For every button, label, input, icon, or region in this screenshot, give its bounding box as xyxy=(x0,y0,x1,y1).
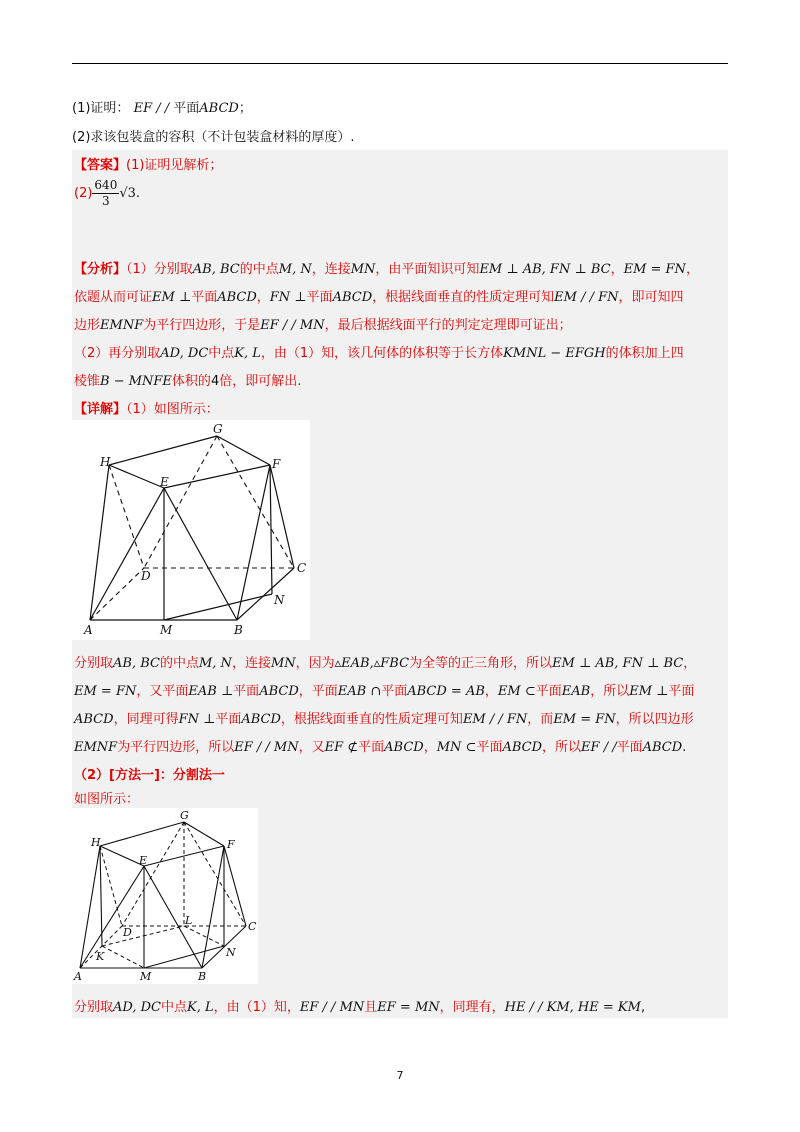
hidden2-KM xyxy=(102,946,144,968)
question-part1: (1)证明： EF / / 平面ABCD； xyxy=(72,101,252,116)
edge-FB xyxy=(237,465,270,620)
figure-1-svg xyxy=(72,420,310,640)
analysis-line2: 依题从而可证EM ⊥平面ABCD，FN ⊥平面ABCD，根据线面垂直的性质定理可知EM / / FN，即可知四 xyxy=(74,290,684,305)
answer-line2: (2) $\frac{640}{3}$ √3. xyxy=(74,178,141,208)
hidden2-HD xyxy=(100,846,122,926)
hidden-GC xyxy=(217,436,294,568)
label-G: G xyxy=(213,422,223,436)
label-H: H xyxy=(100,455,111,469)
figure2-intro: 如图所示： xyxy=(74,792,140,807)
analysis-line4: （2）再分别取AD, DC中点K, L，由（1）知，该几何体的体积等于长方体KMNL − EFGH的体积加上四 xyxy=(74,346,684,361)
edge-FC xyxy=(270,465,294,568)
edge2-EH xyxy=(100,846,144,866)
label2-A: A xyxy=(74,970,82,983)
hidden-AD xyxy=(90,568,144,620)
page-number: 7 xyxy=(396,1069,404,1082)
hidden2-LN xyxy=(184,926,224,946)
edge-HA xyxy=(90,465,109,620)
edge2-EB xyxy=(144,866,202,968)
label2-H: H xyxy=(91,836,101,849)
answer-fraction: $\frac{640}{3}$ xyxy=(94,178,118,208)
header-rule xyxy=(72,63,728,64)
edge2-FC xyxy=(224,846,246,926)
edge2-HK xyxy=(100,846,102,946)
edge2-GF xyxy=(184,822,224,846)
label-M: M xyxy=(160,623,173,637)
edge-HG xyxy=(109,436,217,465)
edge2-MN xyxy=(144,946,224,968)
analysis-line3: 边形EMNF为平行四边形，于是EF / / MN，最后根据线面平行的判定定理即可证出； xyxy=(74,318,572,333)
figure-1 xyxy=(72,420,310,640)
label2-D: D xyxy=(123,926,132,939)
edge2-EA xyxy=(80,866,144,968)
detail-line2: EM = FN，又平面EAB ⊥平面ABCD，平面EAB ∩平面ABCD = AB，EM ⊂平面EAB，所以EM ⊥平面 xyxy=(74,684,695,699)
label2-G: G xyxy=(180,809,189,822)
detail-intro: 【详解】（1）如图所示： xyxy=(74,402,219,417)
detail-last-line: 分别取AD, DC中点K, L，由（1）知，EF / / MN且EF = MN，同理有，HE / / KM, HE = KM, xyxy=(74,1000,646,1015)
hidden2-KL xyxy=(102,926,184,946)
hidden-HD xyxy=(109,465,144,568)
label2-E: E xyxy=(139,854,148,867)
label2-L: L xyxy=(185,914,193,927)
detail-line4: EMNF为平行四边形，所以EF / / MN，又EF ⊄平面ABCD，MN ⊂平面ABCD，所以EF / /平面ABCD. xyxy=(74,740,687,755)
label-D: D xyxy=(141,569,151,583)
edge-BC xyxy=(237,568,294,620)
label2-K: K xyxy=(96,950,105,963)
label-C: C xyxy=(297,561,307,575)
edge-FE xyxy=(164,465,270,488)
analysis-line5: 棱锥B − MNFE体积的4倍，即可解出. xyxy=(74,374,302,389)
detail-line3: ABCD，同理可得FN ⊥平面ABCD，根据线面垂直的性质定理可知EM / / FN，而EM = FN，所以四边形 xyxy=(74,712,694,727)
question-part2: (2)求该包装盒的容积（不计包装盒材料的厚度）. xyxy=(72,130,355,145)
edge-EA xyxy=(90,488,164,620)
label2-M: M xyxy=(140,970,152,983)
label2-C: C xyxy=(248,920,257,933)
edge-MN xyxy=(164,594,272,620)
hidden2-GC xyxy=(184,822,246,926)
detail-line1: 分别取AB, BC的中点M, N，连接MN，因为▵EAB,▵FBC为全等的正三角形，所以EM ⊥ AB, FN ⊥ BC， xyxy=(74,656,697,671)
analysis-line1: 【分析】（1）分别取AB, BC的中点M, N，连接MN，由平面知识可知EM ⊥ AB, FN ⊥ BC，EM = FN， xyxy=(74,262,699,277)
figure-2-svg xyxy=(72,808,258,984)
label-A: A xyxy=(84,623,93,637)
hidden-GD xyxy=(144,436,217,568)
edge-EH xyxy=(109,465,164,488)
label2-B: B xyxy=(198,970,207,983)
edge-EB xyxy=(164,488,237,620)
label2-N: N xyxy=(226,946,236,959)
answer-line1: 【答案】(1)证明见解析； xyxy=(74,158,223,173)
label-N: N xyxy=(274,593,285,607)
label2-F: F xyxy=(227,838,235,851)
label-E: E xyxy=(160,475,169,489)
label-B: B xyxy=(234,623,243,637)
label-F: F xyxy=(272,457,281,471)
edge-GF xyxy=(217,436,270,465)
edge2-FE xyxy=(144,846,224,866)
method-title: （2）[方法一]：分割法一 xyxy=(74,768,225,783)
figure-2 xyxy=(72,808,258,984)
